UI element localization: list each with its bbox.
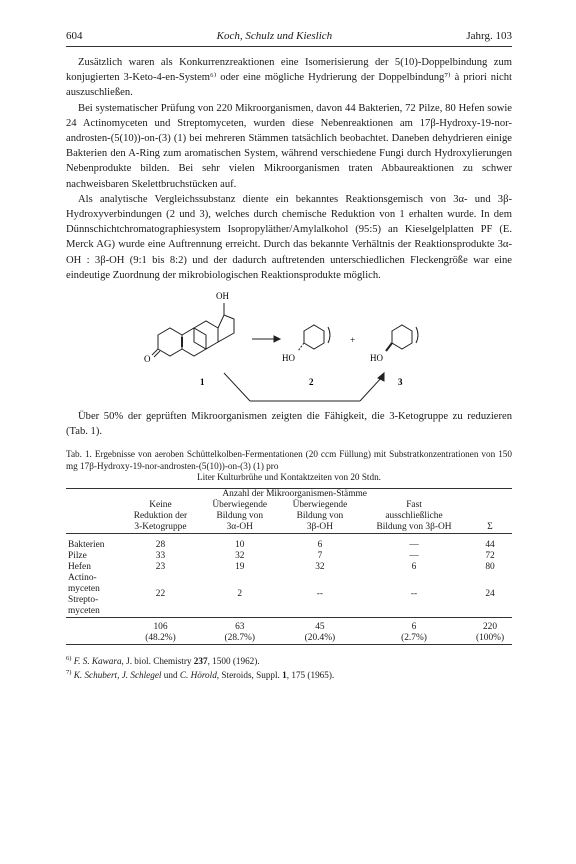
table-row-group: Actino- myceten Strepto- myceten 22 2 -- -- 24 (68, 572, 495, 616)
table-row: Pilze 33 32 7 — 72 (68, 550, 495, 561)
col-head-3: Überwiegende Bildung von 3β-OH (292, 499, 348, 532)
footnote-6: $^{6)}$ F. S. Kawara, J. biol. Chemistry 237, 1500 (1962). (66, 654, 260, 666)
running-authors: Koch, Schulz und Kieslich (216, 30, 333, 42)
ho-label-2: HO (282, 353, 295, 364)
paragraph-1: Zusätzlich waren als Konkurrenzreaktionen eine Isomerisierung der 5(10)-Doppelbindung zum konjugierten 3-Keto-4-en-System⁶⁾ oder eine mögliche Hydrierung der Doppelbindung⁷⁾ à priori nicht auszuschließen. (66, 57, 512, 99)
footnote-7: $^{7)}$ K. Schubert, J. Schlegel und C. Hörold, Steroids, Suppl. 1, 175 (1965). (66, 669, 335, 681)
page-number: 604 (66, 30, 83, 42)
table-row: Hefen 23 19 32 6 80 (68, 561, 495, 572)
keto-o-label: O (144, 354, 151, 365)
group-header: Anzahl der Mikroorganismen-Stämme (222, 488, 367, 499)
col-head-sum: Σ (487, 521, 493, 532)
footnotes (66, 653, 512, 682)
table-percent-row: (48.2%) (28.7%) (20.4%) (2.7%) (100%) (66, 633, 512, 645)
reaction-scheme-drawing (66, 289, 512, 409)
article-page (66, 30, 512, 682)
paragraph-after-scheme: Über 50% der geprüften Mikroorganismen zeigten die Fähigkeit, die 3-Ketogruppe zu reduzieren (Tab. 1). (66, 411, 512, 438)
col-head-4: Fast ausschließliche Bildung von 3β-OH (376, 499, 452, 532)
results-table (66, 488, 512, 645)
compound-label-3: 3 (398, 377, 403, 388)
col-head-2: Überwiegende Bildung von 3α-OH (212, 499, 268, 532)
journal-year: Jahrg. 103 (466, 30, 512, 42)
compound-2-structure (298, 325, 330, 351)
table-row: Bakterien 28 10 6 — 44 (68, 539, 495, 550)
paragraph-3: Als analytische Vergleichssubstanz diente ein bekanntes Reaktionsgemisch von 3α- und 3β-Hydroxyverbindungen (2 und 3), welches durch chemische Reduktion von 1 erhalten wurde. In dem Dünnschichtchromatographiesystem Isopropyläther/Amylalkohol (95:5) an Kieselgelplatten PF (E. Merck AG) wurde eine Auftrennung erreicht. Durch das bekannte Verhältnis der Reaktionsprodukte 3α-OH : 3β-OH (9:1 bis 8:2) und der dadurch auftretenden unterschiedlichen Fleckengröße war eine eindeutige Zuordnung der mikrobiologischen Reaktionsprodukte möglich. (66, 193, 512, 281)
steroid-1-structure (152, 303, 234, 357)
col-head-1: Keine Reduktion der 3-Ketogruppe (133, 499, 188, 532)
reaction-scheme (66, 289, 512, 409)
plus-sign: + (350, 335, 356, 346)
compound-label-1: 1 (200, 377, 205, 388)
ho-label-3: HO (370, 353, 383, 364)
compound-3-structure (386, 325, 418, 351)
reduction-path-line (224, 373, 384, 401)
table-caption-text: Tab. 1. Ergebnisse von aeroben Schüttelkolben-Fermentationen (20 ccm Füllung) mit Substratkonzentrationen von 150 mg 17β-Hydroxy-19-nor-androsten-(5(10))-on-(3) (1) pro (66, 449, 512, 471)
oh-label: OH (216, 291, 229, 302)
compound-label-2: 2 (309, 377, 314, 388)
table-caption (66, 449, 512, 483)
table-totals-row: 106 63 45 6 220 (153, 621, 498, 632)
reaction-arrow (252, 336, 280, 342)
paragraph-2: Bei systematischer Prüfung von 220 Mikroorganismen, davon 44 Bakterien, 72 Pilze, 80 Hefen sowie 24 Actinomyceten und Streptomyceten, wurden diese Nebenreaktionen am 17β-Hydroxy-19-nor-androsten-(5(10))-on-(3) (1) bei mehreren Stämmen tatsächlich beobachtet. Daneben dehydrieren einige Bakterien den A-Ring zum aromatischen System, während verschiedene Fungi durch Hydroxylierungen Nebenprodukte bilden. Bei sehr vielen Mikroorganismen traten Abbaureaktionen zu schwer nachweisbaren Skelettbruchstücken auf. (66, 102, 512, 190)
running-header (66, 30, 512, 47)
table-caption-last-line: Liter Kulturbrühe und Kontaktzeiten von 20 Stdn. (197, 472, 381, 483)
